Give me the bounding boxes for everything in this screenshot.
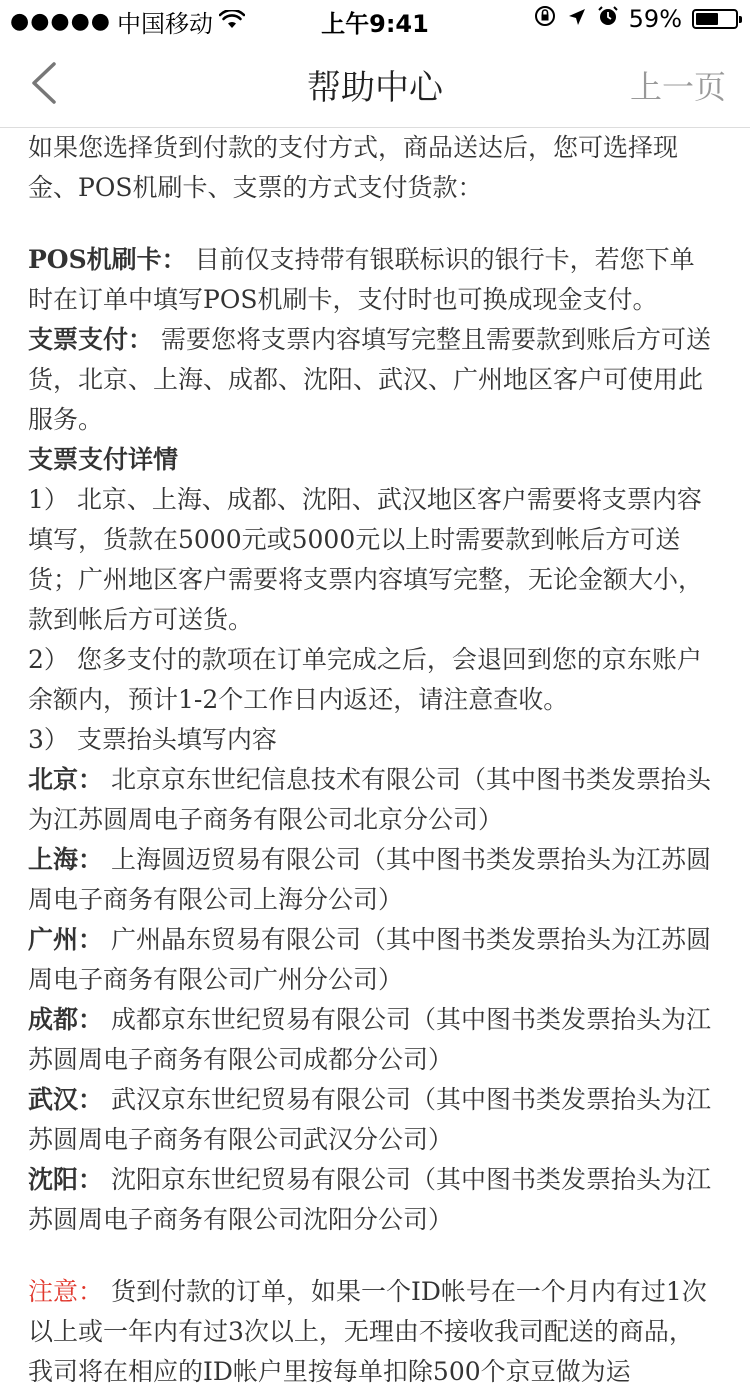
chengdu-paragraph	[28, 1000, 718, 1080]
shenyang-text: 沈阳京东世纪贸易有限公司（其中图书类发票抬头为江苏圆周电子商务有限公司沈阳分公司）	[28, 1165, 711, 1234]
previous-page-button[interactable]: 上一页	[629, 68, 726, 106]
shanghai-paragraph	[28, 840, 718, 920]
guangzhou-paragraph	[28, 920, 718, 1000]
guangzhou-label: 广州：	[28, 925, 104, 954]
shenyang-label: 沈阳：	[28, 1165, 104, 1194]
check-label: 支票支付：	[28, 325, 154, 354]
notice-label: 注意：	[28, 1277, 104, 1306]
status-bar	[0, 0, 750, 40]
chengdu-text: 成都京东世纪贸易有限公司（其中图书类发票抬头为江苏圆周电子商务有限公司成都分公司）	[28, 1005, 711, 1074]
rotation-lock-icon	[533, 4, 557, 34]
status-time: 上午9:41	[321, 10, 429, 38]
location-arrow-icon	[567, 5, 587, 33]
shanghai-label: 上海：	[28, 845, 104, 874]
pos-text: 目前仅支持带有银联标识的银行卡，若您下单时在订单中填写POS机刷卡，支付时也可换成现金支付。	[28, 245, 695, 314]
spacer	[28, 208, 718, 240]
battery-level	[696, 13, 718, 25]
shenyang-paragraph	[28, 1160, 718, 1240]
detail-item-2: 2） 您多支付的款项在订单完成之后，会退回到您的京东账户余额内，预计1-2个工作日内返还，请注意查收。	[28, 645, 702, 714]
help-content	[28, 128, 718, 1392]
page-title: 帮助中心	[307, 68, 443, 108]
beijing-text: 北京京东世纪信息技术有限公司（其中图书类发票抬头为江苏圆周电子商务有限公司北京分公司）	[28, 765, 711, 834]
intro-paragraph: 如果您选择货到付款的支付方式，商品送达后，您可选择现金、POS机刷卡、支票的方式支付货款：	[28, 133, 679, 202]
detail-item-1: 1） 北京、上海、成都、沈阳、武汉地区客户需要将支票内容填写，货款在5000元或5000元以上时需要款到帐后方可送货；广州地区客户需要将支票内容填写完整，无论金额大小，款到帐后方可送货。	[28, 485, 704, 634]
chengdu-label: 成都：	[28, 1005, 104, 1034]
spacer	[28, 1240, 718, 1272]
check-text: 需要您将支票内容填写完整且需要款到账后方可送货，北京、上海、成都、沈阳、武汉、广州地区客户可使用此服务。	[28, 325, 711, 434]
beijing-label: 北京：	[28, 765, 104, 794]
carrier-label: 中国移动	[116, 10, 213, 38]
signal-strength-icon: ●●●●●	[10, 9, 111, 34]
beijing-paragraph	[28, 760, 718, 840]
detail-item-3: 3） 支票抬头填写内容	[28, 725, 277, 754]
wuhan-paragraph	[28, 1080, 718, 1160]
guangzhou-text: 广州晶东贸易有限公司（其中图书类发票抬头为江苏圆周电子商务有限公司广州分公司）	[28, 925, 711, 994]
shanghai-text: 上海圆迈贸易有限公司（其中图书类发票抬头为江苏圆周电子商务有限公司上海分公司）	[28, 845, 711, 914]
battery-percent: 59%	[628, 5, 682, 33]
battery-icon	[692, 9, 738, 29]
detail-heading: 支票支付详情	[28, 445, 179, 474]
pos-paragraph	[28, 240, 718, 320]
wuhan-label: 武汉：	[28, 1085, 104, 1114]
wuhan-text: 武汉京东世纪贸易有限公司（其中图书类发票抬头为江苏圆周电子商务有限公司武汉分公司）	[28, 1085, 711, 1154]
alarm-clock-icon	[597, 5, 619, 33]
pos-label: POS机刷卡：	[28, 245, 187, 274]
notice-text: 货到付款的订单，如果一个ID帐号在一个月内有过1次以上或一年内有过3次以上，无理由不接收我司配送的商品，我司将在相应的ID帐户里按每单扣除500个京豆做为运	[28, 1277, 707, 1386]
navigation-bar	[0, 40, 750, 128]
notice-paragraph	[28, 1272, 718, 1392]
status-right	[533, 4, 738, 34]
check-paragraph	[28, 320, 718, 440]
